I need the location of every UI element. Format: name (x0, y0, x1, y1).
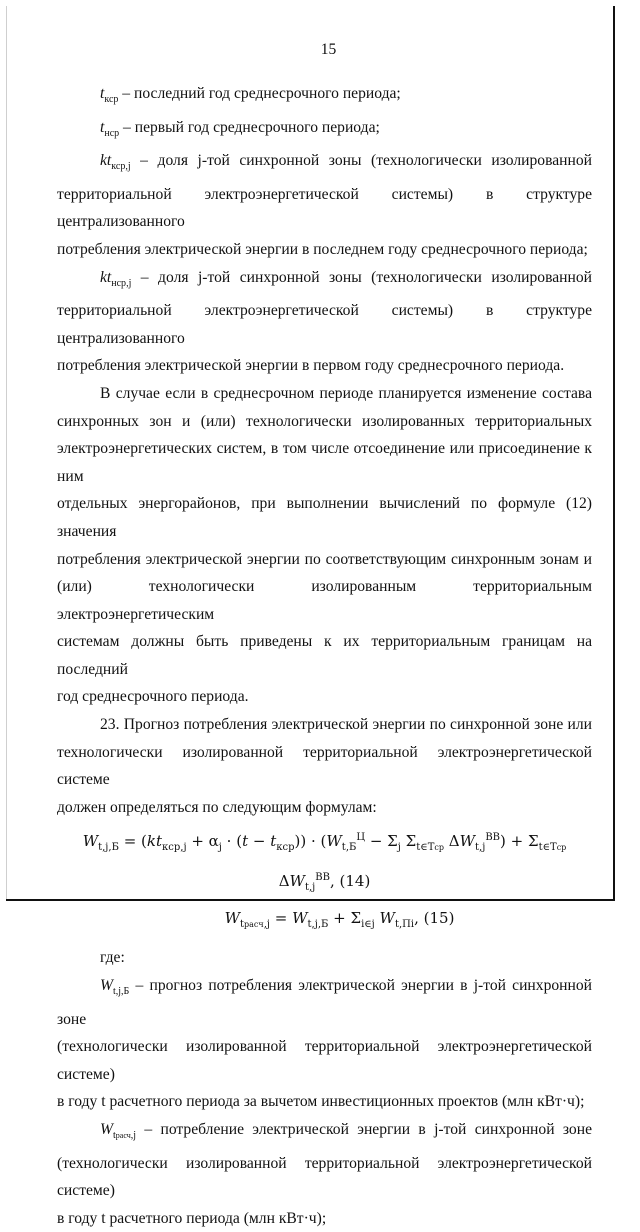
page-text (57, 40, 592, 1232)
definition-k-last: $kt_{кср,j}$ – доля j-той синхронной зоны (технологически изолированной территориальной электроэнергетической системы) в структуре централизованного потребления электрической энергии в последнем году среднесрочного периода; (57, 152, 592, 258)
formula-15: $W_{tрасч,j} = W_{t,j,Б} + \Sigma_{i\in j}$ $W_{t,Пi}$, (15) (224, 909, 455, 931)
paragraph-zones-change: В случае если в среднесрочном периоде планируется изменение состава синхронных зон и (или) технологически изолированных территориальных электроэнергетических систем, в том числе отсоединение или присоединение к ним отдельных энергорайонов, при выполнении вычислений по формуле (12) значения потребления электрической энергии по соответствующим синхронным зонам и (или) технологически изолированным территориальным электроэнергетическим системам должны быть приведены к их территориальным границам на последний год среднесрочного периода. (57, 384, 592, 706)
definition-w-calc: $W_{tрасч,j}$ – потребление электрической энергии в j-той синхронной зоне (технологически изолированной территориальной электроэнергетической системе) в году t расчетного периода (млн кВт·ч); (57, 1121, 592, 1227)
paragraph-23: 23. Прогноз потребления электрической энергии по синхронной зоне или технологически изолированной территориальной электроэнергетической системе должен определяться по следующим формулам: (57, 716, 592, 816)
definition-t-nsr: $t_{нср}$ – первый год среднесрочного периода; (100, 118, 380, 139)
scan-border-right (613, 6, 615, 901)
where-label: где: (100, 949, 125, 967)
definition-t-ksr: $t_{кср}$ – последний год среднесрочного периода; (100, 85, 401, 105)
scan-border-left (6, 6, 7, 899)
page-number: 15 (320, 41, 337, 58)
formula-14: $W_{t,j,Б} = (kt_{кср,j} + \alpha_j \cdot (t - t_{кср})) \cdot (W_{t,Б}^Ц - \Sigma_j$ $\Sigma_{t\in Tср}$ $\Delta W_{t,j}^{ВВ}) + \Sigma_{t\in Tср}$ $\Delta W_{t,j}^{ВВ}$, (14) (82, 832, 567, 894)
definition-w-b: $W_{t,j,Б}$ – прогноз потребления электрической энергии в j-той синхронной зоне (технологически изолированной территориальной электроэнергетической системе) в году t расчетного периода за вычетом инвестиционных проектов (млн кВт·ч); (57, 977, 592, 1111)
definition-k-first: $kt_{нср,j}$ – доля j-той синхронной зоны (технологически изолированной территориальной электроэнергетической системы) в структуре централизованного потребления электрической энергии в первом году среднесрочного периода. (57, 268, 592, 375)
